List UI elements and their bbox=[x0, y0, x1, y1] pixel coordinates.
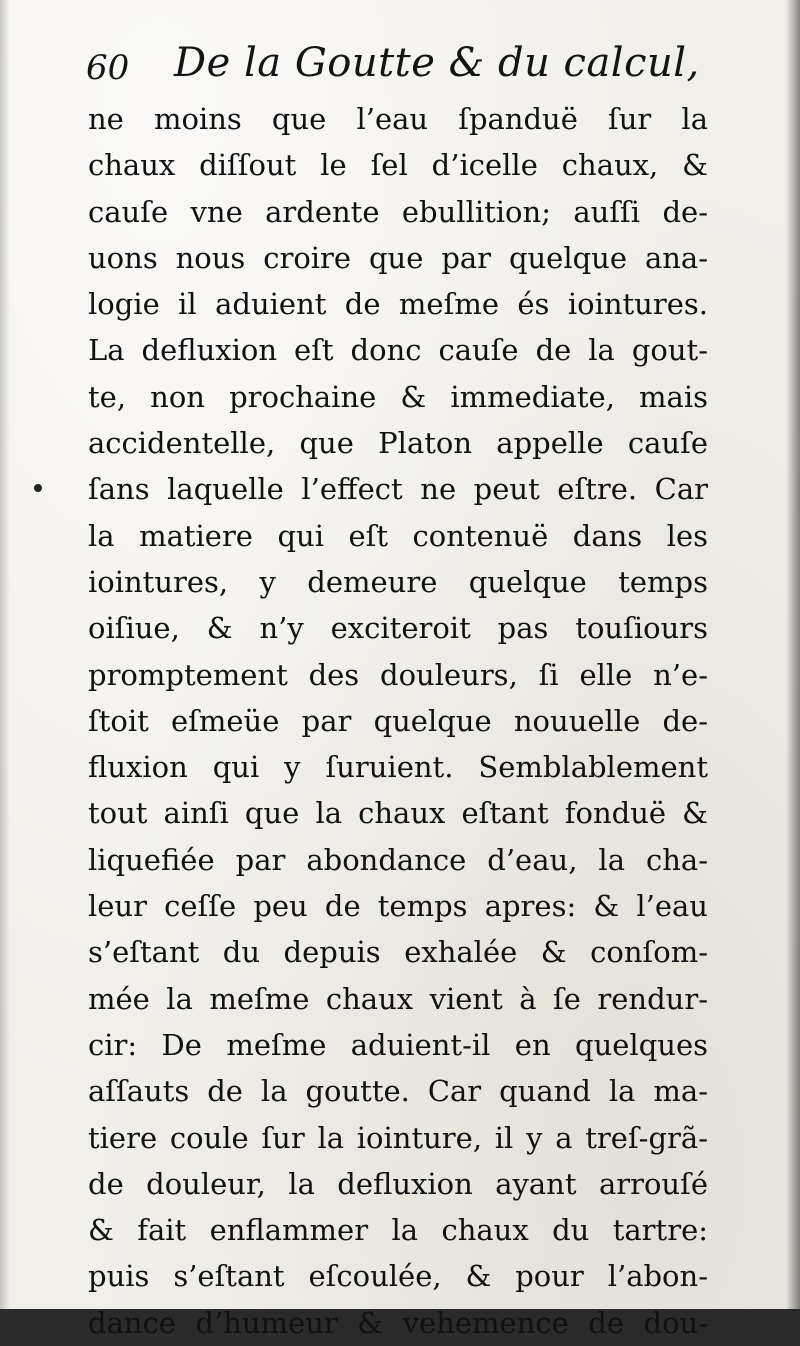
text-line-6: La defluxion eſt donc cauſe de la gout- bbox=[88, 333, 708, 368]
text-line-13: promptement des douleurs, ſi elle n’e- bbox=[88, 657, 708, 692]
text-line-22: aſſauts de la goutte. Car quand la ma- bbox=[88, 1074, 708, 1109]
text-line-5: logie il aduient de meſme és iointures. bbox=[88, 287, 708, 322]
text-line-21: cir: De meſme aduient-il en quelques bbox=[88, 1027, 708, 1062]
text-line-16: tout ainſi que la chaux eſtant fonduë & bbox=[88, 796, 708, 831]
text-line-12: oiſiue, & n’y exciteroit pas touſiours bbox=[88, 611, 708, 646]
text-line-26: puis s’eſtant eſcoulée, & pour l’abon- bbox=[88, 1259, 708, 1294]
text-line-23: tiere coule ſur la iointure, il y a treſ-grã- bbox=[88, 1120, 708, 1155]
text-line-27: dance d’humeur & vehemence de dou- bbox=[88, 1305, 708, 1340]
text-line-11: iointures, y demeure quelque temps bbox=[88, 564, 708, 599]
text-line-9: ſans laquelle l’effect ne peut eſtre. Car bbox=[88, 472, 708, 507]
page-left-shadow bbox=[0, 0, 10, 1309]
text-line-24: de douleur, la defluxion ayant arrouſé bbox=[88, 1166, 708, 1201]
running-head: De la Goutte & du calcul, bbox=[174, 40, 700, 86]
text-line-15: fluxion qui y ſuruient. Semblablement bbox=[88, 750, 708, 785]
text-line-3: cauſe vne ardente ebullition; auſſi de- bbox=[88, 194, 708, 229]
text-line-19: s’eſtant du depuis exhalée & conſom- bbox=[88, 935, 708, 970]
page-right-shadow bbox=[786, 0, 800, 1309]
text-line-14: ſtoit eſmeüe par quelque nouuelle de- bbox=[88, 703, 708, 738]
page-header bbox=[86, 40, 726, 92]
text-line-2: chaux diſſout le ſel d’icelle chaux, & bbox=[88, 148, 708, 183]
text-line-25: & fait enflammer la chaux du tartre: bbox=[88, 1213, 708, 1248]
text-line-10: la matiere qui eſt contenuë dans les bbox=[88, 518, 708, 553]
text-line-20: mée la meſme chaux vient à ſe rendur- bbox=[88, 981, 708, 1016]
text-line-1: ne moins que l’eau ſpanduë ſur la bbox=[88, 102, 708, 136]
text-line-4: uons nous croire que par quelque ana- bbox=[88, 240, 708, 275]
body-text bbox=[88, 96, 708, 1346]
page-number: 60 bbox=[86, 48, 130, 88]
text-line-18: leur ceſſe peu de temps apres: & l’eau bbox=[88, 889, 708, 924]
text-line-8: accidentelle, que Platon appelle cauſe bbox=[88, 426, 708, 461]
text-line-17: liquefiée par abondance d’eau, la cha- bbox=[88, 842, 708, 877]
ink-speck bbox=[34, 484, 42, 492]
text-line-7: te, non prochaine & immediate, mais bbox=[88, 379, 708, 414]
